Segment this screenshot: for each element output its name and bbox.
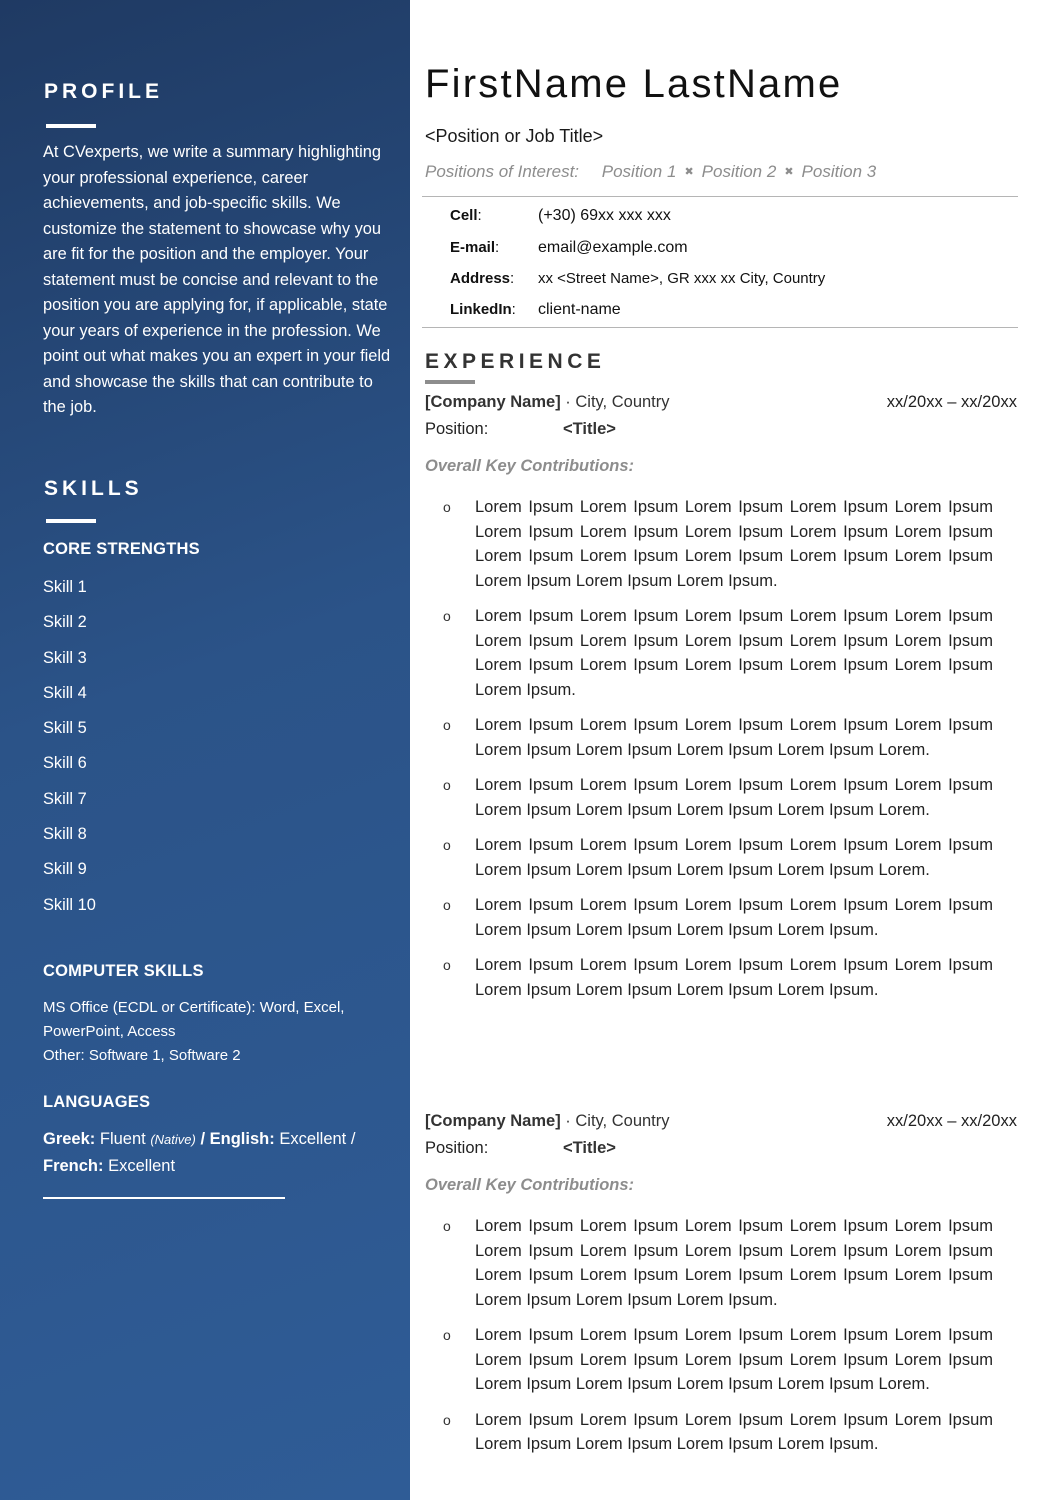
list-item xyxy=(425,773,993,822)
language-label-greek: Greek: xyxy=(43,1130,96,1148)
position-label: Position: xyxy=(425,420,489,438)
skill-item: Skill 6 xyxy=(43,754,87,773)
contact-value[interactable]: email@example.com xyxy=(538,239,688,256)
contact-label: E-mail xyxy=(450,239,496,256)
company-location: · City, Country xyxy=(560,1112,670,1130)
contact-bottom-divider xyxy=(422,327,1018,328)
company-name: [Company Name] xyxy=(425,1112,561,1130)
position-title: <Title> xyxy=(563,420,616,438)
bullet-icon: o xyxy=(443,777,451,793)
languages-text xyxy=(43,1126,403,1180)
skill-item: Skill 2 xyxy=(43,613,87,632)
language-separator: / xyxy=(200,1130,206,1148)
computer-skills-line: MS Office (ECDL or Certificate): Word, Excel, xyxy=(43,999,345,1016)
skills-list xyxy=(43,575,96,928)
key-contributions-label: Overall Key Contributions: xyxy=(425,457,635,475)
bullet-icon: o xyxy=(443,1327,451,1343)
list-item xyxy=(425,953,993,1002)
computer-skills-heading: COMPUTER SKILLS xyxy=(43,962,204,980)
separator-icon: ✖ xyxy=(784,166,794,178)
profile-heading: PROFILE xyxy=(44,80,164,103)
language-level-english: Excellent xyxy=(279,1130,347,1148)
computer-skills-line: PowerPoint, Access xyxy=(43,1023,176,1040)
skill-item: Skill 10 xyxy=(43,895,96,914)
contact-colon: : xyxy=(510,270,515,287)
skill-item: Skill 3 xyxy=(43,648,87,667)
job-dates: xx/20xx – xx/20xx xyxy=(886,1112,1017,1130)
skill-item: Skill 4 xyxy=(43,683,87,702)
position-of-interest: Position 2 xyxy=(701,162,777,181)
computer-skills-text xyxy=(43,996,393,1068)
experience-heading-underline xyxy=(425,380,475,384)
list-item xyxy=(425,893,993,942)
candidate-name: FirstName LastName xyxy=(425,62,843,106)
bullet-text: Lorem Ipsum Lorem Ipsum Lorem Ipsum Lorem Ipsum Lorem Ipsum Lorem Ipsum Lorem Ipsum Lorem Ipsum Lorem Ipsum Lorem Ipsum Lorem Ipsum Lorem Ipsum Lorem Ipsum Lorem Ipsum Lorem Ipsum Lorem Ipsum Lorem Ipsum Lorem Ipsum. xyxy=(475,1217,993,1309)
bullet-icon: o xyxy=(443,608,451,624)
contact-top-divider xyxy=(422,196,1018,197)
job-entry xyxy=(425,393,1017,1013)
contact-label: Address xyxy=(450,270,511,287)
contact-email xyxy=(450,239,688,257)
list-item xyxy=(425,495,993,593)
job-dates: xx/20xx – xx/20xx xyxy=(886,393,1017,411)
contact-colon: : xyxy=(511,301,516,318)
skill-item: Skill 1 xyxy=(43,578,87,596)
bullet-icon: o xyxy=(443,897,451,913)
position-label: Position: xyxy=(425,1139,489,1157)
contributions-list xyxy=(425,1214,1017,1457)
bullet-icon: o xyxy=(443,1218,451,1234)
list-item xyxy=(425,713,993,762)
company-location: · City, Country xyxy=(560,393,670,411)
contact-colon: : xyxy=(495,239,500,256)
bullet-text: Lorem Ipsum Lorem Ipsum Lorem Ipsum Lorem Ipsum Lorem Ipsum Lorem Ipsum Lorem Ipsum Lorem Ipsum Lorem Ipsum Lorem Ipsum Lorem Ipsum Lorem Ipsum Lorem Ipsum Lorem Ipsum Lorem Ipsum Lorem Ipsum. xyxy=(475,607,993,699)
bullet-text: Lorem Ipsum Lorem Ipsum Lorem Ipsum Lorem Ipsum Lorem Ipsum Lorem Ipsum Lorem Ipsum Lorem Ipsum Lorem Ipsum Lorem Ipsum Lorem Ipsum Lorem Ipsum Lorem Ipsum Lorem Ipsum Lorem. xyxy=(475,1326,993,1393)
contact-label: LinkedIn xyxy=(450,301,512,318)
language-level-greek: Fluent xyxy=(99,1130,146,1148)
contact-address xyxy=(450,270,825,287)
key-contributions-label: Overall Key Contributions: xyxy=(425,1176,635,1194)
bullet-icon: o xyxy=(443,1411,451,1428)
core-strengths-heading: CORE STRENGTHS xyxy=(43,540,200,558)
list-item xyxy=(425,604,993,702)
position-title: <Title> xyxy=(563,1139,616,1157)
profile-summary: At CVexperts, we write a summary highlighting your professional experience, career achievements, and job-specific skills. We customize the statement to showcase why you are fit for the position and the employer. Your statement must be concise and relevant to the position you are applying for, if applicable, state your years of experience in the profession. We point out what makes you an expert in your field and showcase the skills that can contribute to the job. xyxy=(43,143,391,416)
positions-of-interest xyxy=(425,162,876,182)
contact-value[interactable]: (+30) 69xx xxx xxx xyxy=(538,207,671,224)
skill-item: Skill 9 xyxy=(43,860,87,879)
job-entry xyxy=(425,1112,1017,1468)
skill-item: Skill 7 xyxy=(43,789,87,808)
contributions-list xyxy=(425,495,1017,1002)
bullet-icon: o xyxy=(443,717,451,733)
computer-skills-line: Other: Software 1, Software 2 xyxy=(43,1047,241,1064)
skills-heading: SKILLS xyxy=(44,477,143,500)
skill-item: Skill 8 xyxy=(43,825,87,844)
bullet-text: Lorem Ipsum Lorem Ipsum Lorem Ipsum Lorem Ipsum Lorem Ipsum Lorem Ipsum Lorem Ipsum Lorem Ipsum Lorem Ipsum. xyxy=(475,1410,993,1453)
language-label-french: French: xyxy=(43,1157,104,1175)
language-separator: / xyxy=(350,1130,356,1148)
positions-of-interest-label: Positions of Interest: xyxy=(425,162,580,181)
bullet-text: Lorem Ipsum Lorem Ipsum Lorem Ipsum Lorem Ipsum Lorem Ipsum Lorem Ipsum Lorem Ipsum Lorem Ipsum Lorem Ipsum. xyxy=(475,956,993,999)
bullet-icon: o xyxy=(443,837,451,853)
bullet-icon: o xyxy=(443,499,451,515)
list-item xyxy=(425,1323,993,1397)
position-of-interest: Position 1 xyxy=(601,162,677,181)
languages-heading: LANGUAGES xyxy=(43,1093,151,1111)
list-item xyxy=(425,1214,993,1312)
profile-heading-underline xyxy=(46,124,96,128)
bullet-text: Lorem Ipsum Lorem Ipsum Lorem Ipsum Lorem Ipsum Lorem Ipsum Lorem Ipsum Lorem Ipsum Lorem Ipsum Lorem Ipsum. xyxy=(475,896,993,939)
list-item xyxy=(425,833,993,882)
bullet-icon: o xyxy=(443,957,451,973)
language-note-greek: (Native) xyxy=(150,1132,196,1147)
contact-cell xyxy=(450,207,671,225)
company-name: [Company Name] xyxy=(425,393,561,411)
job-title: <Position or Job Title> xyxy=(425,126,604,146)
bullet-text: Lorem Ipsum Lorem Ipsum Lorem Ipsum Lorem Ipsum Lorem Ipsum Lorem Ipsum Lorem Ipsum Lorem Ipsum Lorem Ipsum Lorem Ipsum Lorem Ipsum Lorem Ipsum Lorem Ipsum Lorem Ipsum Lorem Ipsum Lorem Ipsum Lorem Ipsum Lorem Ipsum. xyxy=(475,498,993,590)
position-of-interest: Position 3 xyxy=(801,162,877,181)
sidebar xyxy=(0,0,410,1500)
contact-label: Cell xyxy=(450,207,478,224)
bullet-text: Lorem Ipsum Lorem Ipsum Lorem Ipsum Lorem Ipsum Lorem Ipsum Lorem Ipsum Lorem Ipsum Lorem Ipsum Lorem Ipsum Lorem. xyxy=(475,776,993,819)
skill-item: Skill 5 xyxy=(43,719,87,738)
experience-heading: EXPERIENCE xyxy=(425,350,606,373)
language-level-french: Excellent xyxy=(108,1157,176,1175)
bullet-text: Lorem Ipsum Lorem Ipsum Lorem Ipsum Lorem Ipsum Lorem Ipsum Lorem Ipsum Lorem Ipsum Lorem Ipsum Lorem Ipsum Lorem. xyxy=(475,716,993,759)
skills-heading-underline xyxy=(46,519,96,523)
contact-colon: : xyxy=(477,207,482,224)
contact-value[interactable]: client-name xyxy=(538,301,621,318)
contact-linkedin xyxy=(450,301,621,319)
bullet-text: Lorem Ipsum Lorem Ipsum Lorem Ipsum Lorem Ipsum Lorem Ipsum Lorem Ipsum Lorem Ipsum Lorem Ipsum Lorem Ipsum Lorem. xyxy=(475,836,993,879)
list-item xyxy=(425,1408,993,1457)
language-label-english: English: xyxy=(209,1130,275,1148)
separator-icon: ✖ xyxy=(684,166,694,178)
sidebar-bottom-divider xyxy=(43,1197,285,1199)
contact-value: xx <Street Name>, GR xxx xx City, Country xyxy=(538,270,826,287)
